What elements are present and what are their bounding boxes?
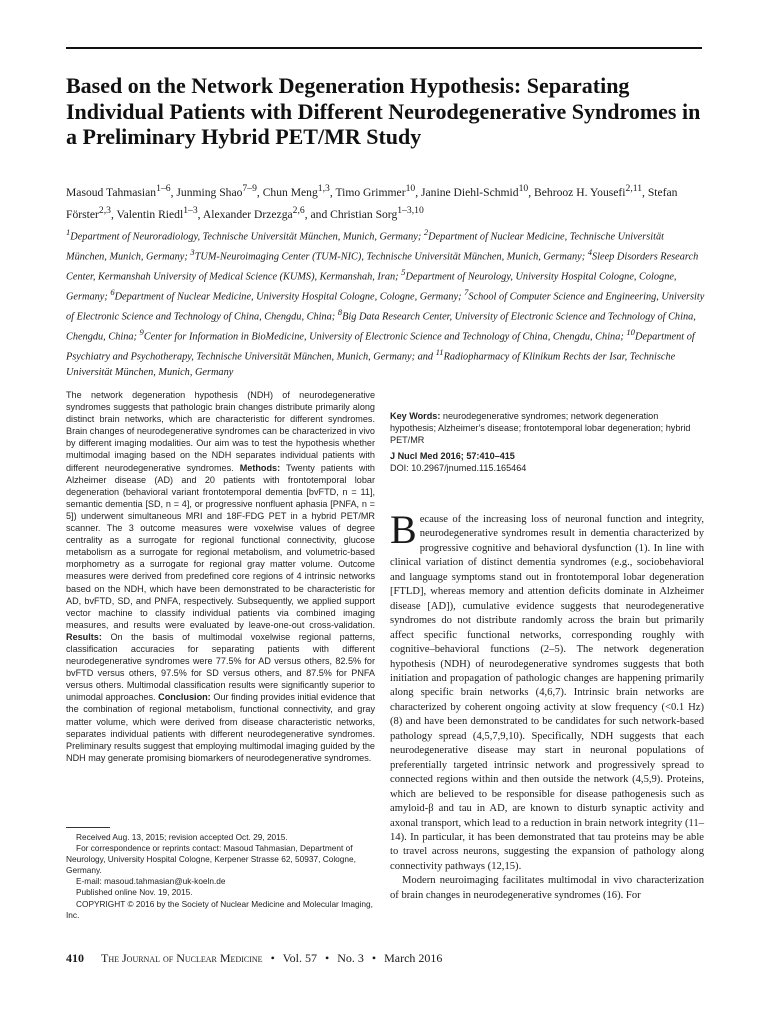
author: Valentin Riedl$^{1-3}$ xyxy=(116,204,198,221)
issue-date: March 2016 xyxy=(384,951,443,965)
author: Masoud Tahmasian$^{1-6}$ xyxy=(66,183,171,199)
email-note: E-mail: masoud.tahmasian@uk-koeln.de xyxy=(76,876,226,887)
header-rule xyxy=(66,47,702,49)
drop-cap: B xyxy=(390,507,417,552)
volume: Vol. 57 xyxy=(282,951,318,965)
citation: J Nucl Med 2016; 57:410–415 DOI: 10.2967/jnumed.115.165464 xyxy=(390,451,527,474)
issue: No. 3 xyxy=(337,951,364,965)
abstract: The network degeneration hypothesis (NDH) of neurodegenerative syndromes suggests that pathologic brain changes distribute primarily along distinct brain networks, which are characteristic for different syndromes. Brain changes of neurodegenerative syndromes can be characterized in vivo by different imaging modalities. Our aim was to test the hypothesis whether multimodal imaging based on the NDH separates individual patients with different neurodegenerative syndromes. Methods: Twenty patients with Alzheimer disease (AD) and 20 patients with frontotemporal lobar degeneration (behavioral variant frontotemporal dementia [bvFTD, n = 11], semantic dementia [SD, n = 4], or progressive nonfluent aphasia [PNFA, n = 5]) underwent simultaneous MRI and 18F-FDG PET in a hybrid PET/MR scanner. The 3 outcome measures were voxelwise values of degree centrality as a surrogate for regional functional connectivity, glucose metabolism as a surrogate for regional metabolism, and volumetric-based morphometry as a surrogate for regional gray matter volume. Outcome measures were derived from predefined core regions of 4 intrinsic networks based on the NDH, which have been demonstrated to be characteristic for AD, bvFTD, SD, and PNFA, respectively. Subsequently, we applied support vector machine to classify individual patients via combined imaging measures, and results were evaluated by leave-one-out cross-validation. Results: On the basis of multimodal voxelwise regional patterns, classification accuracies for separating patients with different neurodegenerative syndromes were 77.5% for AD versus others, 82.5% for bvFTD versus others, 97.5% for SD versus others, and 87.5% for PNFA versus others. Multimodal classification results were significantly superior to unimodal approaches. Conclusion: Our finding provides initial evidence that the combination of regional metabolism, functional connectivity, and gray matter volume, which were derived from disease characteristic networks, separates individual patients with different neurodegenerative syndromes. Preliminary results suggest that employing multimodal imaging guided by the NDH may generate promising biomarkers of neurodegenerative syndromes. xyxy=(66,390,376,763)
journal-name: The Journal of Nuclear Medicine xyxy=(101,951,263,965)
page-footer: 410 The Journal of Nuclear Medicine • Vol. 57 • No. 3 • March 2016 xyxy=(66,951,443,965)
keywords-block xyxy=(390,371,704,474)
author: Junming Shao$^{7-9}$ xyxy=(176,183,257,199)
author: Janine Diehl-Schmid$^{10}$ xyxy=(421,183,529,199)
footnotes xyxy=(66,827,375,921)
intro-paragraph-2: Modern neuroimaging facilitates multimodal in vivo characterization of brain changes in neurodegenerative syndromes (16). For xyxy=(390,875,704,901)
author: Chun Meng$^{1,3}$ xyxy=(262,183,330,199)
footnote-rule xyxy=(66,827,110,828)
author-list: Masoud Tahmasian$^{1-6}$, Junming Shao$^{7-9}$, Chun Meng$^{1,3}$, Timo Grimmer$^{10}$, Janine Diehl-Schmid$^{10}$, Behrooz H. Yousefi$^{2,11}$, Stefan Förster$^{2,3}$, Valentin Riedl$^{1-3}$, Alexander Drzezga$^{2,6}$, and Christian Sorg$^{1-3,10}$ xyxy=(66,183,678,221)
copyright-note: COPYRIGHT © 2016 by the Society of Nuclear Medicine and Molecular Imaging, Inc. xyxy=(66,898,373,920)
received-note: Received Aug. 13, 2015; revision accepted Oct. 29, 2015. xyxy=(76,832,288,842)
author: Timo Grimmer$^{10}$ xyxy=(335,183,416,199)
author: Behrooz H. Yousefi$^{2,11}$ xyxy=(534,183,643,199)
correspondence-note: For correspondence or reprints contact: Masoud Tahmasian, Department of Neurology, University Hospital Cologne, Kerpener Strasse 62, 50937, Cologne, Germany. xyxy=(66,843,356,876)
page-number: 410 xyxy=(66,951,84,965)
introduction-text xyxy=(390,507,704,903)
author: Christian Sorg$^{1-3,10}$ xyxy=(330,204,424,221)
author: Stefan Förster$^{2,3}$ xyxy=(66,185,678,221)
key-words: Key Words: neurodegenerative syndromes; network degeneration hypothesis; Alzheimer's disease; frontotemporal lobar degeneration; hybrid PET/MR xyxy=(390,411,691,446)
author: Alexander Drzezga$^{2,6}$ xyxy=(202,204,305,221)
affiliations: $^1$Department of Neuroradiology, Technische Universität München, Munich, Germany; $^2$Department of Nuclear Medicine, Technische Universität München, Munich, Germany; $^3$TUM-Neuroimaging Center (TUM-NIC), Technische Universität München, Munich, Germany; $^4$Sleep Disorders Research Center, Kermanshah University of Medical Science (KUMS), Kermanshah, Iran; $^5$Department of Neurology, University Hospital Cologne, Cologne, Germany; $^6$Department of Nuclear Medicine, University Hospital Cologne, Cologne, Germany; $^7$School of Computer Science and Engineering, University of Electronic Science and Technology of China, Chengdu, China; $^8$Big Data Research Center, University of Electronic Science and Technology of China, Chengdu, China; $^9$Center for Information in BioMedicine, University of Electronic Science and Technology of China, Chengdu, China; $^{10}$Department of Psychiatry and Psychotherapy, Technische Universität München, Munich, Germany; and $^{11}$Radiopharmacy of Klinikum Rechts der Isar, Technische Universität München, Munich, Germany xyxy=(66,227,705,379)
intro-paragraph-1: Because of the increasing loss of neuronal function and integrity, neurodegenerative syndromes result in dementia characterized by progressive cognitive and behavioral dysfunction (1). In line with clinical variation of distinct dementia syndromes (e.g., sociobehavioral and language symptoms stand out in frontotemporal lobar degeneration [FTLD], whereas memory and attention deficits dominate in Alzheimer disease [AD]), cumulative evidence suggests that neurodegenerative syndromes do not distribute randomly across the brain but primarily affect specific functional networks, corresponding roughly with cognitive–behavioral functions (2–5). The network degeneration hypothesis (NDH) of neurodegenerative syndromes suggests that both initiation and propagation of pathologic changes are happening primarily along specific brain networks (4,6,7). Intrinsic brain networks are characterized by coherent ongoing activity at slow frequency (<0.1 Hz) (8) and have been demonstrated to be candidates for such network-based pathology spread (4,5,7,9,10). Specifically, NDH suggests that each neurodegenerative disease may start in neuronal populations of preferentially targeted intrinsic network and progressively spread to connected regions within and then outside the network (4,5,9). Proteins, which are believed to be responsible for disease pathogenesis such as amyloid-β and tau in AD, are known to disturb synaptic activity and axonal transport, which lead to a reduction in brain network integrity (11–14). In particular, it has been demonstrated that tau proteins may be able to travel across neurons, suggesting the expansion of pathology along connectivity pathways (12,15). xyxy=(390,507,704,872)
article-title: Based on the Network Degeneration Hypothesis: Separating Individual Patients with Different Neurodegenerative Syndromes in a Preliminary Hybrid PET/MR Study xyxy=(66,73,701,150)
published-note: Published online Nov. 19, 2015. xyxy=(76,887,193,898)
